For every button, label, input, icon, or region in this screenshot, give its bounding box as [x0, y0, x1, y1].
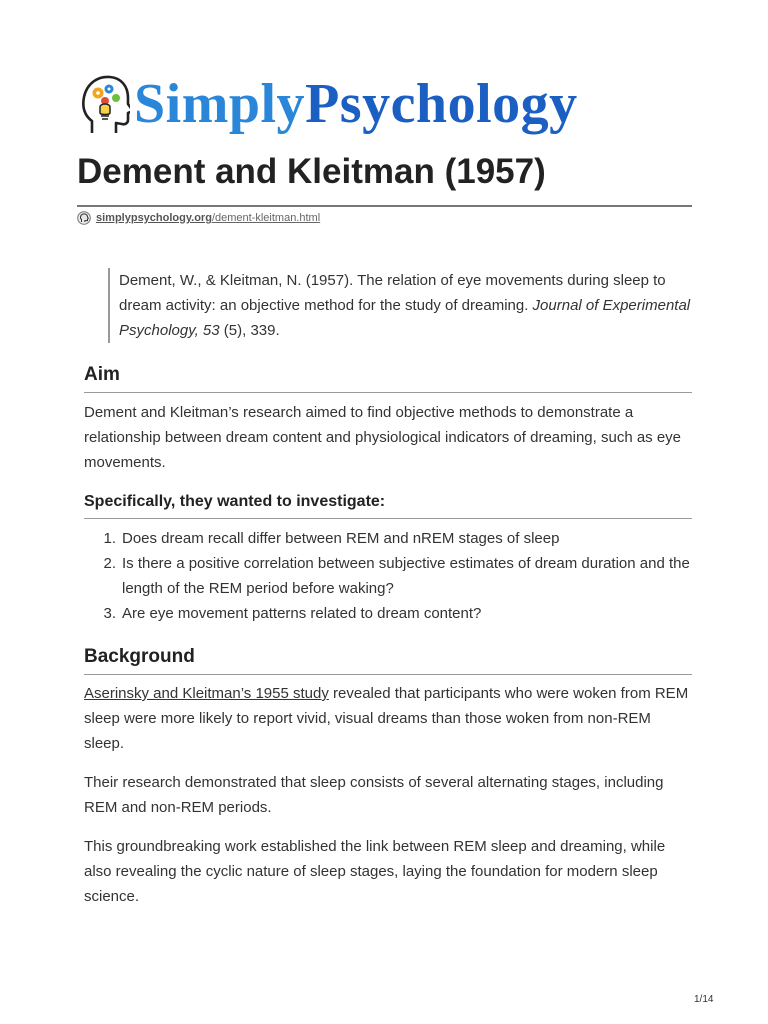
- research-questions-list: [84, 526, 690, 626]
- background-paragraph-3: This groundbreaking work established the link between REM sleep and dreaming, while also revealing the cyclic nature of sleep stages, laying the foundation for modern sleep science.: [84, 838, 666, 905]
- background-paragraph-2: Their research demonstrated that sleep consists of several alternating stages, including REM and non-REM periods.: [84, 774, 664, 816]
- list-item: [84, 526, 690, 551]
- list-item: [84, 551, 690, 601]
- citation-issue-pages: (5), 339.: [219, 322, 280, 339]
- investigate-subheading: Specifically, they wanted to investigate:: [84, 493, 386, 510]
- page-title: Dement and Kleitman (1957): [77, 152, 546, 191]
- list-item-number: 3.: [103, 605, 116, 622]
- list-item-number: 2.: [103, 555, 116, 572]
- background-divider: [84, 674, 692, 675]
- list-item-number: 1.: [103, 530, 116, 547]
- site-favicon-icon: [77, 211, 91, 225]
- site-logo[interactable]: [78, 66, 690, 142]
- source-path[interactable]: /dement-kleitman.html: [211, 212, 321, 224]
- source-domain[interactable]: simplypsychology.org: [96, 212, 212, 224]
- logo-word-simply: Simply: [134, 73, 306, 135]
- investigate-divider: [84, 518, 692, 519]
- aserinsky-kleitman-study-link[interactable]: Aserinsky and Kleitman’s 1955 study: [84, 685, 329, 702]
- aim-divider: [84, 392, 692, 393]
- citation-authors-title: Dement, W., & Kleitman, N. (1957). The relation of eye movements during sleep to dream activity: an objective method for the study of dreaming.: [119, 272, 666, 314]
- head-gears-lightbulb-icon: [78, 71, 130, 137]
- background-paragraph-1-text: revealed that participants who were woken from REM sleep were more likely to report vivid, visual dreams than those woken from non-REM sleep.: [84, 685, 689, 752]
- title-divider: [77, 205, 692, 207]
- list-item: [84, 601, 690, 626]
- logo-wordmark: [134, 73, 578, 135]
- list-item-text: Is there a positive correlation between subjective estimates of dream duration and the length of the REM period before waking?: [122, 555, 690, 597]
- citation-blockquote: [108, 268, 699, 343]
- background-paragraph-1: [84, 681, 690, 756]
- logo-word-psychology: Psychology: [305, 73, 578, 135]
- background-heading: Background: [84, 646, 195, 667]
- aim-heading: Aim: [84, 364, 120, 385]
- list-item-text: Are eye movement patterns related to dream content?: [122, 605, 482, 622]
- source-link[interactable]: [77, 210, 320, 226]
- page-number: 1/14: [694, 994, 714, 1005]
- citation-journal: Journal of Experimental Psychology, 53: [119, 297, 691, 339]
- list-item-text: Does dream recall differ between REM and nREM stages of sleep: [122, 530, 560, 547]
- aim-paragraph: Dement and Kleitman’s research aimed to find objective methods to demonstrate a relationship between dream content and physiological indicators of dreaming, such as eye movements.: [84, 404, 682, 471]
